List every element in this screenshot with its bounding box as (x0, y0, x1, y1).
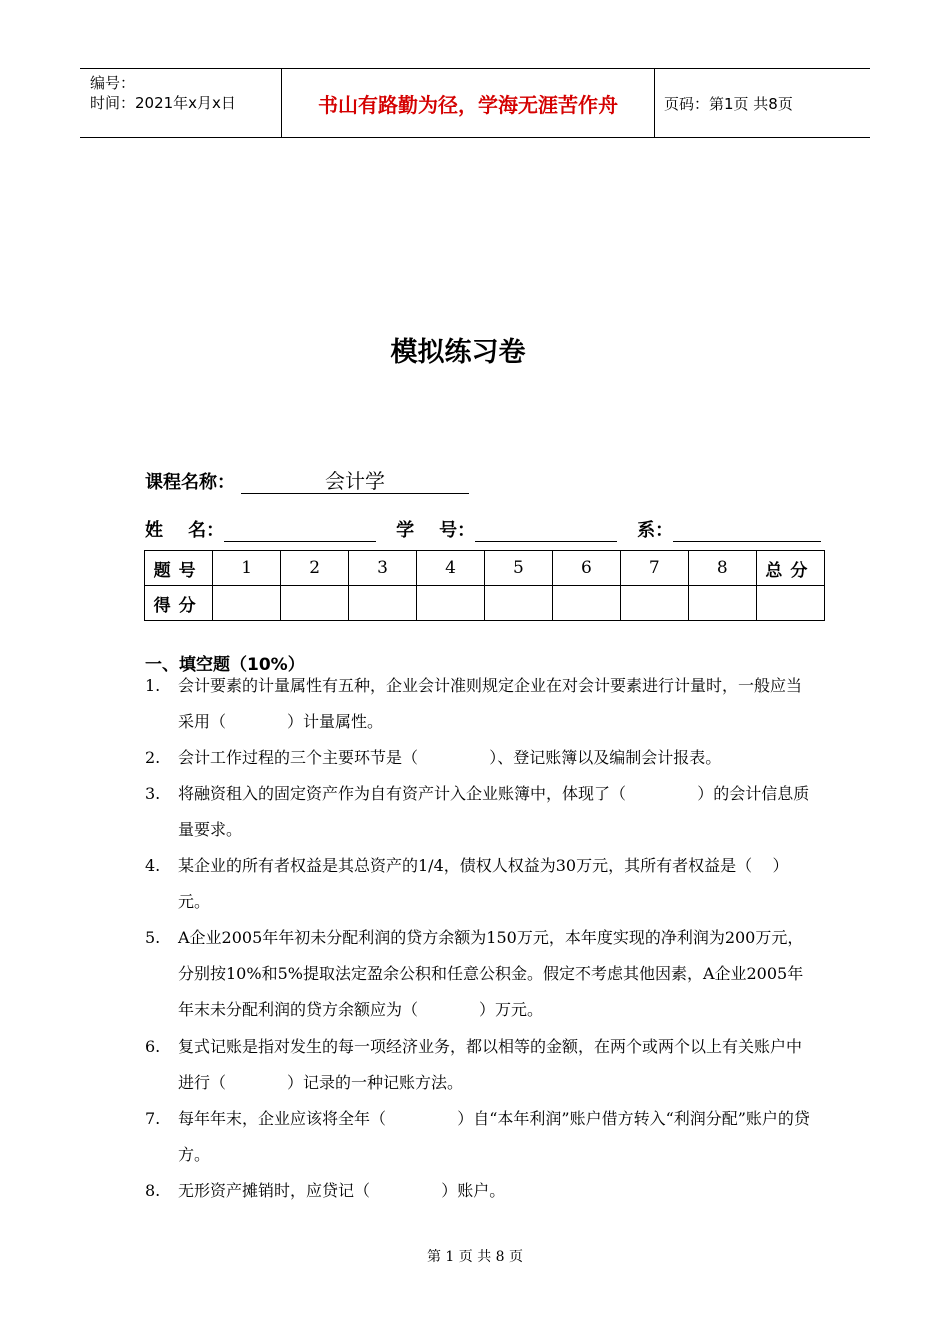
page-footer: 第 1 页 共 8 页 (426, 1249, 524, 1265)
question-number: 2. (145, 748, 161, 767)
column-header: 1 (213, 551, 281, 586)
question-text: 每年年末，企业应该将全年（ ）自“本年利润”账户借方转入“利润分配”账户的贷方。 (178, 1109, 810, 1164)
question-number: 5. (145, 928, 161, 947)
question-item (145, 1173, 815, 1209)
question-item (145, 668, 815, 740)
section-title: 一、填空题（10%） (145, 655, 305, 675)
course-label: 课程名称： (145, 472, 235, 493)
question-number: 3. (145, 784, 161, 803)
page-header (80, 68, 870, 138)
header-divider (654, 69, 655, 137)
question-number-label: 题号 (145, 551, 213, 586)
time-label: 时间：2021年x月x日 (90, 94, 236, 112)
question-item (145, 740, 815, 776)
score-label: 得分 (145, 586, 213, 621)
score-cell[interactable] (213, 586, 281, 621)
question-number: 8. (145, 1181, 161, 1200)
score-table (144, 550, 825, 621)
score-cell[interactable] (620, 586, 688, 621)
question-item (145, 1029, 815, 1101)
header-motto: 书山有路勤为径，学海无涯苦作舟 (318, 92, 618, 117)
question-text: 会计要素的计量属性有五种，企业会计准则规定企业在对会计要素进行计量时，一般应当采用（ ）计量属性。 (178, 676, 803, 731)
question-number: 1. (145, 676, 161, 695)
score-table-score-row (145, 586, 825, 621)
question-text: 无形资产摊销时，应贷记（ ）账户。 (178, 1181, 506, 1200)
question-text: 某企业的所有者权益是其总资产的1/4，债权人权益为30万元，其所有者权益是（ ）元。 (178, 856, 789, 911)
total-score-cell[interactable] (756, 586, 824, 621)
question-number: 7. (145, 1109, 161, 1128)
score-cell[interactable] (552, 586, 620, 621)
score-cell[interactable] (281, 586, 349, 621)
department-field[interactable] (673, 519, 821, 542)
course-line (145, 468, 469, 494)
student-id-field[interactable] (475, 519, 617, 542)
score-cell[interactable] (349, 586, 417, 621)
question-item (145, 848, 815, 920)
column-header: 8 (688, 551, 756, 586)
header-page-info: 页码：第1页 共8页 (664, 95, 793, 113)
column-header: 7 (620, 551, 688, 586)
question-text: 复式记账是指对发生的每一项经济业务，都以相等的金额，在两个或两个以上有关账户中进行（ ）记录的一种记账方法。 (178, 1037, 803, 1092)
column-header: 4 (417, 551, 485, 586)
total-label: 总分 (756, 551, 824, 586)
question-text: 会计工作过程的三个主要环节是（ ）、登记账簿以及编制会计报表。 (178, 748, 722, 767)
question-text: A企业2005年年初未分配利润的贷方余额为150万元，本年度实现的净利润为200万元，分别按10%和5%提取法定盈余公积和任意公积金。假定不考虑其他因素，A企业2005年年末未分配利润的贷方余额应为（ ）万元。 (178, 928, 804, 1019)
question-text: 将融资租入的固定资产作为自有资产计入企业账簿中，体现了（ ）的会计信息质量要求。 (178, 784, 810, 839)
name-field[interactable] (224, 519, 376, 542)
course-value: 会计学 (241, 469, 469, 494)
score-cell[interactable] (417, 586, 485, 621)
question-number: 6. (145, 1037, 161, 1056)
question-number: 4. (145, 856, 161, 875)
name-label: 姓 名： (145, 520, 225, 541)
column-header: 2 (281, 551, 349, 586)
header-left-block (90, 73, 236, 113)
column-header: 3 (349, 551, 417, 586)
serial-label: 编号： (90, 74, 136, 92)
id-label: 学 号： (396, 520, 476, 541)
score-cell[interactable] (484, 586, 552, 621)
question-item (145, 776, 815, 848)
column-header: 6 (552, 551, 620, 586)
score-cell[interactable] (688, 586, 756, 621)
dept-label: 系： (637, 520, 674, 541)
question-item (145, 1101, 815, 1173)
question-item (145, 920, 815, 1028)
student-info-line (145, 516, 821, 542)
column-header: 5 (484, 551, 552, 586)
page-title: 模拟练习卷 (390, 337, 526, 368)
score-table-header-row (145, 551, 825, 586)
